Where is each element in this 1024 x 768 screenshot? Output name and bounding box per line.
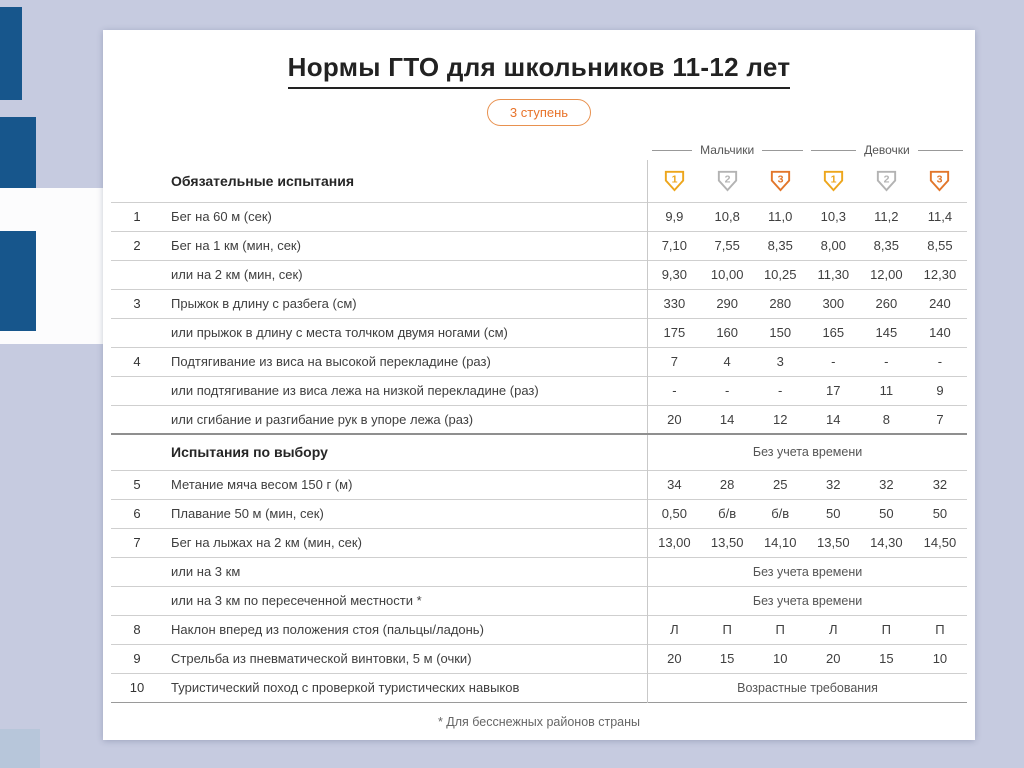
row-value: 9,30 [648,260,701,289]
row-number: 3 [111,289,163,318]
row-value: 11 [860,376,913,405]
table-row [111,499,967,528]
row-value: 260 [860,289,913,318]
medal-cell [648,160,701,202]
medal-cell [860,160,913,202]
row-value: - [860,347,913,376]
row-value: 15 [701,644,754,673]
row-value: 14,30 [860,528,913,557]
table-row [111,289,967,318]
row-value: 14,50 [913,528,967,557]
left-accent-bar-middle [0,117,36,188]
table-row [111,376,967,405]
row-value: 140 [913,318,967,347]
row-value: 50 [807,499,860,528]
row-value: 9,9 [648,202,701,231]
svg-text:2: 2 [724,173,731,186]
page-title-text: Нормы ГТО для школьников 11-12 лет [288,52,791,89]
row-value: 160 [701,318,754,347]
row-number: 7 [111,528,163,557]
row-value: 11,0 [754,202,807,231]
row-value: - [648,376,701,405]
row-label: или на 3 км [163,557,648,586]
row-value: 20 [807,644,860,673]
group-header-girls: Девочки [807,143,967,157]
row-value: 4 [701,347,754,376]
table-row [111,470,967,499]
row-value: 11,30 [807,260,860,289]
row-number: 9 [111,644,163,673]
section-row [111,434,967,470]
row-span-value: Возрастные требования [648,673,967,702]
table-row [111,405,967,434]
row-value: 300 [807,289,860,318]
row-value: 165 [807,318,860,347]
row-value: 14 [807,405,860,434]
row-value: 330 [648,289,701,318]
row-label: Стрельба из пневматической винтовки, 5 м (очки) [163,644,648,673]
row-value: 9 [913,376,967,405]
row-value: - [701,376,754,405]
stage-badge[interactable]: 3 ступень [487,99,591,126]
medal-3-icon [927,168,952,193]
row-number: 5 [111,470,163,499]
row-value: П [754,615,807,644]
row-span-value: Без учета времени [648,586,967,615]
row-value: 150 [754,318,807,347]
table-row [111,644,967,673]
medal-cell [807,160,860,202]
row-value: б/в [701,499,754,528]
row-value: 32 [860,470,913,499]
row-value: 20 [648,405,701,434]
row-value: 175 [648,318,701,347]
table-row [111,557,967,586]
medal-2-icon [715,168,740,193]
row-value: 290 [701,289,754,318]
row-value: 3 [754,347,807,376]
row-value: 8,55 [913,231,967,260]
row-label: Плавание 50 м (мин, сек) [163,499,648,528]
row-number: 6 [111,499,163,528]
row-value: П [913,615,967,644]
table-row [111,673,967,702]
row-label: Подтягивание из виса на высокой перекладине (раз) [163,347,648,376]
row-number [111,318,163,347]
table-row [111,202,967,231]
slide-card [103,30,975,740]
row-value: 15 [860,644,913,673]
row-value: 280 [754,289,807,318]
row-label: или прыжок в длину с места толчком двумя ногами (см) [163,318,648,347]
table-row [111,347,967,376]
medal-cell [754,160,807,202]
row-value: 34 [648,470,701,499]
table-row [111,615,967,644]
bottom-left-square [0,729,40,768]
row-label: Бег на лыжах на 2 км (мин, сек) [163,528,648,557]
row-value: 14,10 [754,528,807,557]
svg-text:3: 3 [936,173,943,186]
row-value: П [701,615,754,644]
row-value: 32 [913,470,967,499]
row-number [111,260,163,289]
row-value: 13,00 [648,528,701,557]
left-accent-bar-lower [0,231,36,331]
footnote: * Для бесснежных районов страны [437,714,641,729]
row-value: 28 [701,470,754,499]
table-row [111,231,967,260]
row-value: 50 [860,499,913,528]
row-value: 12,00 [860,260,913,289]
medal-1-icon [662,168,687,193]
row-value: 17 [807,376,860,405]
row-value: 14 [701,405,754,434]
medal-3-icon [768,168,793,193]
row-value: 8 [860,405,913,434]
row-value: 7,10 [648,231,701,260]
row-number: 8 [111,615,163,644]
page-title [103,52,975,89]
row-value: Л [807,615,860,644]
row-label: Прыжок в длину с разбега (см) [163,289,648,318]
row-value: 20 [648,644,701,673]
row-value: 7 [913,405,967,434]
row-value: 11,4 [913,202,967,231]
svg-text:2: 2 [883,173,890,186]
medal-header-row [111,160,967,202]
row-number [111,586,163,615]
table-row [111,586,967,615]
row-value: Л [648,615,701,644]
row-value: 12 [754,405,807,434]
row-value: 32 [807,470,860,499]
row-value: 11,2 [860,202,913,231]
required-section-label: Обязательные испытания [171,172,355,189]
group-header-boys: Мальчики [648,143,807,157]
row-value: 7,55 [701,231,754,260]
row-label: Испытания по выбору [163,434,648,470]
row-value: 240 [913,289,967,318]
row-value: 25 [754,470,807,499]
row-number: 1 [111,202,163,231]
row-label: Метание мяча весом 150 г (м) [163,470,648,499]
row-value: 8,35 [860,231,913,260]
row-value: - [754,376,807,405]
row-value: - [807,347,860,376]
row-number: 4 [111,347,163,376]
row-value: 10,25 [754,260,807,289]
row-value: - [913,347,967,376]
medal-2-icon [874,168,899,193]
row-number [111,405,163,434]
row-label: или на 2 км (мин, сек) [163,260,648,289]
row-label: Туристический поход с проверкой туристических навыков [163,673,648,702]
table-row [111,528,967,557]
row-value: 13,50 [701,528,754,557]
medal-cell [701,160,754,202]
row-value: 8,35 [754,231,807,260]
row-value: 10,3 [807,202,860,231]
group-header-row [111,140,967,160]
medal-1-icon [821,168,846,193]
row-label: или сгибание и разгибание рук в упоре лежа (раз) [163,405,648,434]
row-value: 10,00 [701,260,754,289]
row-value: 10,8 [701,202,754,231]
row-value: 12,30 [913,260,967,289]
svg-text:1: 1 [830,173,837,186]
row-label: Наклон вперед из положения стоя (пальцы/ладонь) [163,615,648,644]
row-number [111,557,163,586]
row-span-value: Без учета времени [648,557,967,586]
row-value: 145 [860,318,913,347]
row-label: или на 3 км по пересеченной местности * [163,586,648,615]
row-value: б/в [754,499,807,528]
row-value: П [860,615,913,644]
medal-cell [913,160,967,202]
table-row [111,318,967,347]
row-value: 8,00 [807,231,860,260]
table-body [111,202,967,702]
row-value: 0,50 [648,499,701,528]
stage-badge-row [103,99,975,126]
row-label: Бег на 1 км (мин, сек) [163,231,648,260]
svg-text:3: 3 [777,173,784,186]
left-accent-bar-top [0,7,22,100]
row-span-value: Без учета времени [648,434,967,470]
row-number [111,376,163,405]
row-value: 10 [754,644,807,673]
row-number [111,434,163,470]
row-value: 10 [913,644,967,673]
row-label: Бег на 60 м (сек) [163,202,648,231]
gto-norms-table [111,140,967,703]
row-value: 50 [913,499,967,528]
row-value: 7 [648,347,701,376]
row-number: 2 [111,231,163,260]
row-value: 13,50 [807,528,860,557]
row-number: 10 [111,673,163,702]
table-row [111,260,967,289]
svg-text:1: 1 [671,173,678,186]
row-label: или подтягивание из виса лежа на низкой перекладине (раз) [163,376,648,405]
